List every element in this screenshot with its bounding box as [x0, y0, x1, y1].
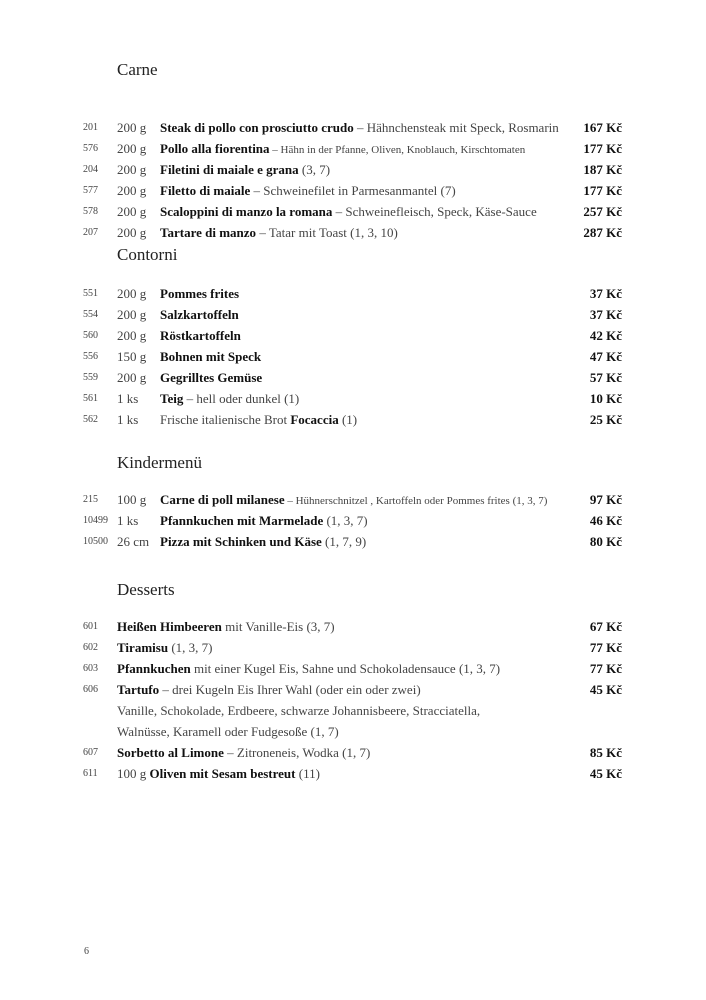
menu-item [0, 531, 706, 552]
item-weight: 1 ks [117, 513, 139, 528]
item-price: 85 Kč [589, 745, 622, 760]
item-price: 45 Kč [589, 682, 622, 697]
item-description: – Schweinefleisch, Speck, Käse-Sauce [332, 204, 537, 219]
item-code: 556 [83, 351, 98, 362]
menu-item [0, 180, 706, 201]
menu-item [0, 201, 706, 222]
item-description-continuation: Vanille, Schokolade, Erdbeere, schwarze Johannisbeere, Stracciatella, [117, 703, 481, 718]
item-name: Heißen Himbeeren [117, 619, 222, 634]
item-weight: 200 g [117, 370, 147, 385]
item-code: 10499 [83, 515, 108, 526]
item-weight: 200 g [117, 328, 147, 343]
item-name: Steak di pollo con prosciutto crudo [160, 120, 354, 135]
item-name: Scaloppini di manzo la romana [160, 204, 333, 219]
item-name: Pollo alla fiorentina [160, 141, 270, 156]
item-name: Pizza mit Schinken und Käse [160, 534, 322, 549]
item-text [160, 510, 368, 531]
item-weight: 1 ks [117, 412, 139, 427]
item-price: 287 Kč [583, 225, 622, 240]
item-description: (1, 3, 7) [168, 640, 213, 655]
item-text [160, 367, 262, 388]
item-text [160, 180, 456, 201]
menu-item [0, 138, 706, 159]
page-number: 6 [84, 946, 89, 957]
item-description: – Hühnerschnitzel , Kartoffeln oder Pommes frites (1, 3, 7) [284, 495, 548, 507]
item-price: 47 Kč [589, 349, 622, 364]
item-price: 187 Kč [583, 162, 622, 177]
item-code: 201 [83, 122, 98, 133]
item-description: (1, 3, 7) [323, 513, 368, 528]
item-description: – hell oder dunkel (1) [183, 391, 300, 406]
item-code: 606 [83, 684, 98, 695]
item-price: 46 Kč [589, 513, 622, 528]
item-name: Pfannkuchen [117, 661, 191, 676]
menu-item [0, 304, 706, 325]
item-weight: 200 g [117, 307, 147, 322]
item-text [160, 283, 239, 304]
item-code: 577 [83, 185, 98, 196]
item-price: 57 Kč [589, 370, 622, 385]
menu-item [0, 325, 706, 346]
item-code: 601 [83, 621, 98, 632]
item-description: – Hähn in der Pfanne, Oliven, Knoblauch, Kirschtomaten [269, 144, 526, 156]
item-price: 77 Kč [589, 661, 622, 676]
item-weight: 200 g [117, 286, 147, 301]
menu-item [0, 658, 706, 679]
item-description: – Schweinefilet in Parmesanmantel (7) [250, 183, 456, 198]
item-code: 559 [83, 372, 98, 383]
menu-item [0, 159, 706, 180]
menu-item [0, 222, 706, 243]
item-price: 25 Kč [589, 412, 622, 427]
item-weight: 150 g [117, 349, 147, 364]
item-text [160, 201, 537, 222]
item-name: Bohnen mit Speck [160, 349, 262, 364]
item-name: Pfannkuchen mit Marmelade [160, 513, 324, 528]
item-name: Tartufo [117, 682, 160, 697]
menu-item [0, 763, 706, 784]
item-code: 560 [83, 330, 98, 341]
item-code: 561 [83, 393, 98, 404]
item-text [160, 409, 357, 430]
menu-item [0, 742, 706, 763]
item-weight: 26 cm [117, 534, 150, 549]
item-text [117, 658, 500, 679]
item-weight: 200 g [117, 183, 147, 198]
section-heading: Kindermenü [117, 453, 202, 472]
section-heading: Carne [117, 60, 158, 79]
item-price: 177 Kč [583, 183, 622, 198]
item-code: 562 [83, 414, 98, 425]
item-text [160, 489, 547, 512]
item-text [160, 531, 366, 552]
item-price: 10 Kč [589, 391, 622, 406]
item-text [117, 763, 320, 784]
item-description: – Hähnchensteak mit Speck, Rosmarin [353, 120, 559, 135]
item-name: Carne di poll milanese [160, 492, 285, 507]
item-code: 204 [83, 164, 98, 175]
item-description: – Tatar mit Toast (1, 3, 10) [256, 225, 398, 240]
section-heading: Contorni [117, 245, 178, 264]
item-description: mit Vanille-Eis (3, 7) [221, 619, 335, 634]
item-code: 554 [83, 309, 98, 320]
item-weight: 200 g [117, 225, 147, 240]
item-text [160, 159, 330, 180]
item-price: 97 Kč [589, 492, 622, 507]
item-name: Teig [160, 391, 184, 406]
item-description: (1, 7, 9) [321, 534, 367, 549]
menu-item [0, 409, 706, 430]
menu-item [0, 367, 706, 388]
item-price: 177 Kč [583, 141, 622, 156]
item-name: Filetto di maiale [160, 183, 251, 198]
item-description-continuation: Walnüsse, Karamell oder Fudgesoße (1, 7) [117, 724, 339, 739]
item-name: Sorbetto al Limone [117, 745, 224, 760]
item-text [160, 325, 241, 346]
item-description: (3, 7) [298, 162, 331, 177]
menu-item [0, 489, 706, 510]
item-name: Röstkartoffeln [160, 328, 241, 343]
item-weight: 200 g [117, 162, 147, 177]
item-name: Focaccia [290, 412, 339, 427]
item-name: Filetini di maiale e grana [160, 162, 299, 177]
item-code: 603 [83, 663, 98, 674]
item-code: 607 [83, 747, 98, 758]
item-weight: 1 ks [117, 391, 139, 406]
item-name: Pommes frites [160, 286, 240, 301]
item-text [160, 346, 261, 367]
menu-item [0, 117, 706, 138]
item-weight: 200 g [117, 141, 147, 156]
item-weight: 100 g [117, 492, 147, 507]
item-price: 42 Kč [589, 328, 622, 343]
item-prefix: Frische italienische Brot [160, 412, 291, 427]
item-description: – Zitroneneis, Wodka (1, 7) [223, 745, 371, 760]
item-code: 602 [83, 642, 98, 653]
section-heading: Desserts [117, 580, 175, 599]
menu-item [0, 616, 706, 637]
item-text [117, 679, 421, 700]
menu-item [0, 510, 706, 531]
menu-item [0, 679, 706, 700]
item-code: 611 [83, 768, 98, 779]
item-price: 77 Kč [589, 640, 622, 655]
item-code: 578 [83, 206, 98, 217]
item-text [160, 222, 398, 243]
item-price: 80 Kč [589, 534, 622, 549]
item-text [160, 138, 525, 161]
item-text [117, 616, 335, 637]
item-text [117, 637, 212, 658]
item-code: 207 [83, 227, 98, 238]
item-price: 45 Kč [589, 766, 622, 781]
item-price: 167 Kč [583, 120, 622, 135]
item-name: Tiramisu [117, 640, 169, 655]
item-price: 257 Kč [583, 204, 622, 219]
menu-item [0, 637, 706, 658]
item-name: Salzkartoffeln [160, 307, 239, 322]
menu-item [0, 283, 706, 304]
item-description: – drei Kugeln Eis Ihrer Wahl (oder ein oder zwei) [159, 682, 421, 697]
item-price: 37 Kč [589, 307, 622, 322]
item-code: 10500 [83, 536, 108, 547]
item-description: mit einer Kugel Eis, Sahne und Schokoladensauce (1, 3, 7) [190, 661, 501, 676]
item-name: Tartare di manzo [160, 225, 257, 240]
item-text [117, 742, 370, 763]
item-text [160, 304, 239, 325]
item-code: 576 [83, 143, 98, 154]
menu-item [0, 388, 706, 409]
item-prefix: 100 g [117, 766, 150, 781]
item-description: (11) [295, 766, 320, 781]
item-price: 37 Kč [589, 286, 622, 301]
item-weight: 200 g [117, 204, 147, 219]
item-description: (1) [338, 412, 358, 427]
item-name: Oliven mit Sesam bestreut [149, 766, 296, 781]
item-text [160, 117, 559, 138]
item-price: 67 Kč [589, 619, 622, 634]
item-name: Gegrilltes Gemüse [160, 370, 263, 385]
menu-item [0, 346, 706, 367]
item-code: 215 [83, 494, 98, 505]
item-code: 551 [83, 288, 98, 299]
item-text [160, 388, 299, 409]
item-weight: 200 g [117, 120, 147, 135]
